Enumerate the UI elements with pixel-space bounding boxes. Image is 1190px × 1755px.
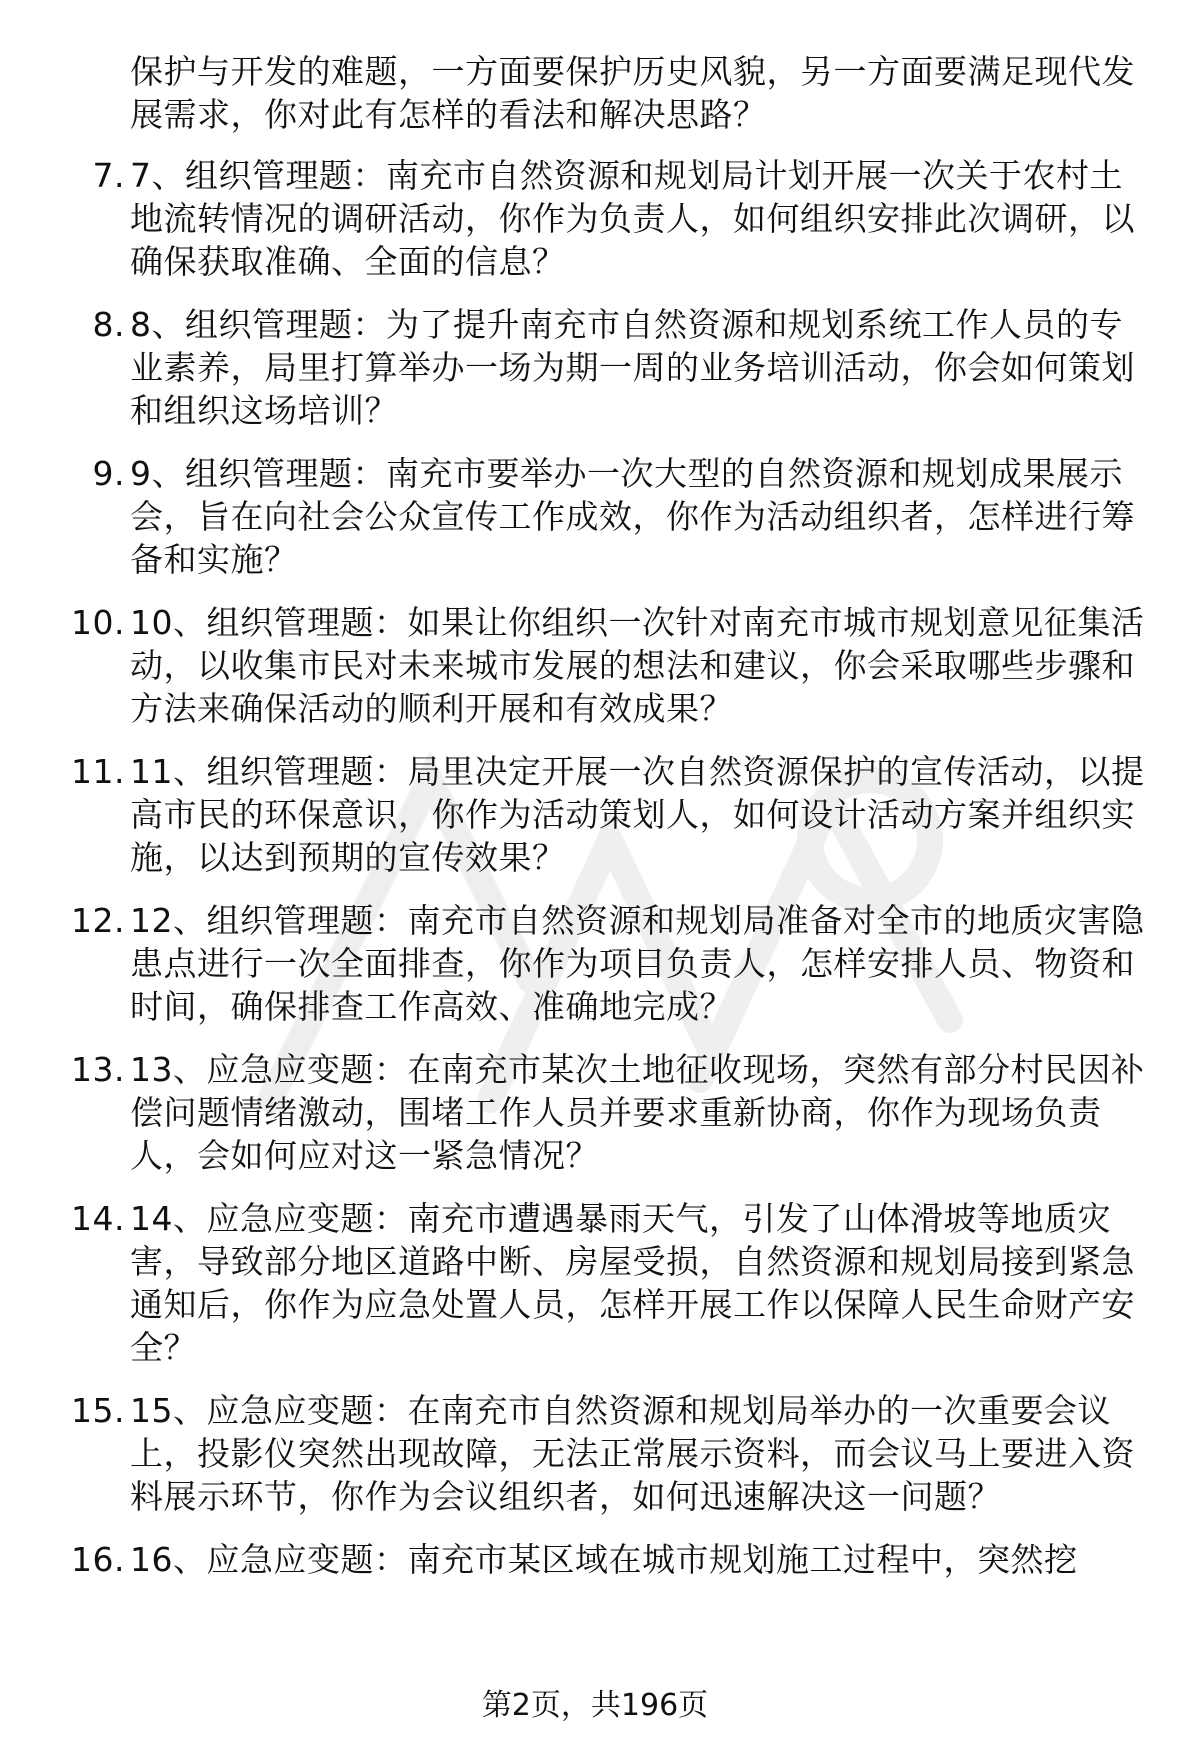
question-item [0, 1197, 1190, 1369]
question-text: 7、组织管理题：南充市自然资源和规划局计划开展一次关于农村土地流转情况的调研活动，你作为负责人，如何组织安排此次调研，以确保获取准确、全面的信息？ [130, 156, 1135, 281]
question-item [0, 1538, 1190, 1581]
question-text: 16、应急应变题：南充市某区域在城市规划施工过程中，突然挖 [130, 1540, 1078, 1579]
question-number: 8. [92, 305, 125, 344]
question-number: 12. [71, 901, 125, 940]
page-footer: 第2页，共196页 [481, 1688, 709, 1723]
question-item [0, 452, 1190, 581]
question-number: 16. [71, 1540, 125, 1579]
question-number: 10. [71, 603, 125, 642]
question-text: 13、应急应变题：在南充市某次土地征收现场，突然有部分村民因补偿问题情绪激动，围堵工作人员并要求重新协商，你作为现场负责人，会如何应对这一紧急情况？ [130, 1050, 1145, 1175]
question-item [0, 1389, 1190, 1518]
question-text: 11、组织管理题：局里决定开展一次自然资源保护的宣传活动，以提高市民的环保意识，你作为活动策划人，如何设计活动方案并组织实施，以达到预期的宣传效果？ [130, 752, 1145, 877]
question-item [0, 303, 1190, 432]
question-number: 11. [71, 752, 125, 791]
question-number: 15. [71, 1391, 125, 1430]
question-text: 10、组织管理题：如果让你组织一次针对南充市城市规划意见征集活动，以收集市民对未来城市发展的想法和建议，你会采取哪些步骤和方法来确保活动的顺利开展和有效成果？ [130, 603, 1145, 728]
continued-paragraph: 保护与开发的难题，一方面要保护历史风貌，另一方面要满足现代发展需求，你对此有怎样的看法和解决思路？ [130, 52, 1135, 134]
question-number: 7. [92, 156, 125, 195]
question-text: 12、组织管理题：南充市自然资源和规划局准备对全市的地质灾害隐患点进行一次全面排查，你作为项目负责人，怎样安排人员、物资和时间，确保排查工作高效、准确地完成？ [130, 901, 1145, 1026]
question-text: 15、应急应变题：在南充市自然资源和规划局举办的一次重要会议上，投影仪突然出现故障，无法正常展示资料，而会议马上要进入资料展示环节，你作为会议组织者，如何迅速解决这一问题？ [130, 1391, 1135, 1516]
question-item [0, 1048, 1190, 1177]
question-text: 14、应急应变题：南充市遭遇暴雨天气，引发了山体滑坡等地质灾害，导致部分地区道路中断、房屋受损，自然资源和规划局接到紧急通知后，你作为应急处置人员，怎样开展工作以保障人民生命财产安全？ [130, 1199, 1135, 1367]
question-number: 9. [92, 454, 125, 493]
question-item [0, 154, 1190, 283]
question-item [0, 601, 1190, 730]
question-list [0, 50, 1190, 1601]
question-item [0, 750, 1190, 879]
question-text: 8、组织管理题：为了提升南充市自然资源和规划系统工作人员的专业素养，局里打算举办一场为期一周的业务培训活动，你会如何策划和组织这场培训？ [130, 305, 1135, 430]
question-item [0, 899, 1190, 1028]
question-number: 14. [71, 1199, 125, 1238]
question-number: 13. [71, 1050, 125, 1089]
question-text: 9、组织管理题：南充市要举办一次大型的自然资源和规划成果展示会，旨在向社会公众宣传工作成效，你作为活动组织者，怎样进行筹备和实施？ [130, 454, 1135, 579]
